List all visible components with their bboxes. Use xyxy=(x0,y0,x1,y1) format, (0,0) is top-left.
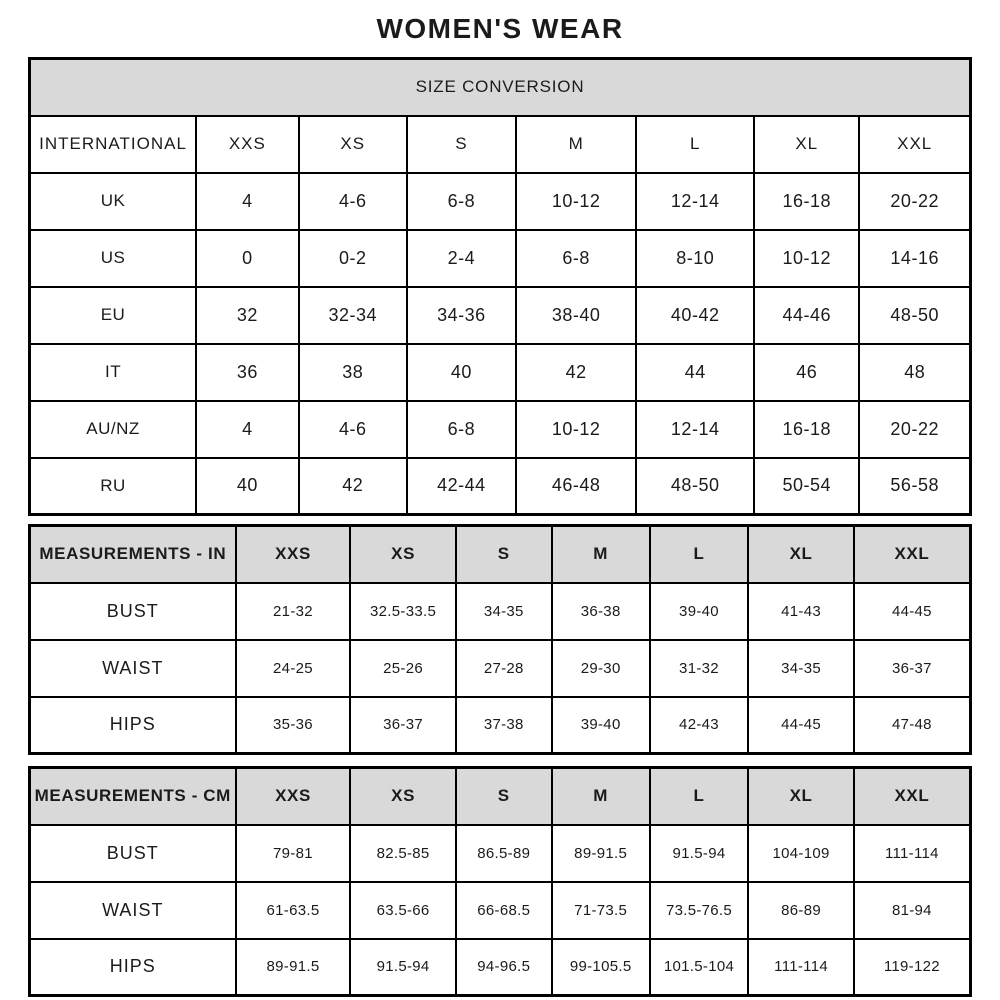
table-cell: 42 xyxy=(516,344,636,401)
size-conversion-table xyxy=(28,57,972,516)
table-cell: 16-18 xyxy=(754,173,859,230)
size-header-cell: XL xyxy=(748,526,853,583)
table-cell: 39-40 xyxy=(552,697,650,754)
size-header-cell: XXS xyxy=(196,116,299,173)
table-cell: 29-30 xyxy=(552,640,650,697)
table-cell: 6-8 xyxy=(407,401,516,458)
table-cell: 47-48 xyxy=(854,697,971,754)
table-row-ru xyxy=(30,458,971,515)
table-cell: 40-42 xyxy=(636,287,754,344)
size-conversion-header-row xyxy=(30,116,971,173)
size-header-cell: S xyxy=(407,116,516,173)
measurements-in-header-row xyxy=(30,526,971,583)
table-cell: 48 xyxy=(859,344,970,401)
table-row-waist-cm xyxy=(30,882,971,939)
table-cell: 21-32 xyxy=(236,583,351,640)
table-cell: 39-40 xyxy=(650,583,749,640)
size-header-cell: XS xyxy=(350,526,455,583)
table-cell: 37-38 xyxy=(456,697,552,754)
table-cell: 35-36 xyxy=(236,697,351,754)
table-cell: 101.5-104 xyxy=(650,939,749,996)
table-cell: 0 xyxy=(196,230,299,287)
table-cell: 36-37 xyxy=(854,640,971,697)
table-cell: 16-18 xyxy=(754,401,859,458)
table-cell: 4 xyxy=(196,401,299,458)
table-cell: 89-91.5 xyxy=(552,825,650,882)
row-label: US xyxy=(30,230,197,287)
table-cell: 48-50 xyxy=(859,287,970,344)
table-cell: 20-22 xyxy=(859,401,970,458)
size-header-cell: XL xyxy=(754,116,859,173)
table-cell: 0-2 xyxy=(299,230,407,287)
table-cell: 8-10 xyxy=(636,230,754,287)
table-cell: 2-4 xyxy=(407,230,516,287)
size-header-cell: XXS xyxy=(236,768,351,825)
table-cell: 71-73.5 xyxy=(552,882,650,939)
row-label: WAIST xyxy=(30,640,236,697)
table-cell: 4 xyxy=(196,173,299,230)
row-label: AU/NZ xyxy=(30,401,197,458)
table-cell: 111-114 xyxy=(854,825,971,882)
measurements-in-title: MEASUREMENTS - IN xyxy=(30,526,236,583)
table-cell: 12-14 xyxy=(636,173,754,230)
table-cell: 63.5-66 xyxy=(350,882,455,939)
table-cell: 50-54 xyxy=(754,458,859,515)
table-cell: 42-44 xyxy=(407,458,516,515)
size-header-cell: XXL xyxy=(859,116,970,173)
table-cell: 56-58 xyxy=(859,458,970,515)
table-row-aunz xyxy=(30,401,971,458)
table-row-waist-in xyxy=(30,640,971,697)
table-cell: 42-43 xyxy=(650,697,749,754)
table-cell: 104-109 xyxy=(748,825,853,882)
size-header-cell: L xyxy=(636,116,754,173)
measurements-cm-title: MEASUREMENTS - CM xyxy=(30,768,236,825)
table-cell: 32 xyxy=(196,287,299,344)
table-cell: 32.5-33.5 xyxy=(350,583,455,640)
table-cell: 46-48 xyxy=(516,458,636,515)
size-header-cell: M xyxy=(552,768,650,825)
size-header-cell: XXL xyxy=(854,768,971,825)
size-conversion-title: SIZE CONVERSION xyxy=(30,59,971,116)
row-label: UK xyxy=(30,173,197,230)
table-row-us xyxy=(30,230,971,287)
table-cell: 66-68.5 xyxy=(456,882,552,939)
table-row-uk xyxy=(30,173,971,230)
table-cell: 91.5-94 xyxy=(650,825,749,882)
table-cell: 42 xyxy=(299,458,407,515)
size-header-cell: S xyxy=(456,768,552,825)
size-header-cell: XL xyxy=(748,768,853,825)
table-cell: 40 xyxy=(196,458,299,515)
international-label: INTERNATIONAL xyxy=(30,116,197,173)
table-cell: 34-35 xyxy=(456,583,552,640)
table-cell: 73.5-76.5 xyxy=(650,882,749,939)
row-label: WAIST xyxy=(30,882,236,939)
row-label: HIPS xyxy=(30,697,236,754)
table-cell: 86.5-89 xyxy=(456,825,552,882)
table-cell: 86-89 xyxy=(748,882,853,939)
table-cell: 10-12 xyxy=(516,173,636,230)
table-cell: 40 xyxy=(407,344,516,401)
table-cell: 32-34 xyxy=(299,287,407,344)
table-cell: 41-43 xyxy=(748,583,853,640)
measurements-in-table xyxy=(28,524,972,755)
table-cell: 10-12 xyxy=(516,401,636,458)
size-header-cell: XS xyxy=(350,768,455,825)
size-header-cell: XXS xyxy=(236,526,351,583)
table-cell: 89-91.5 xyxy=(236,939,351,996)
size-header-cell: L xyxy=(650,768,749,825)
size-conversion-caption-row xyxy=(30,59,971,116)
table-cell: 10-12 xyxy=(754,230,859,287)
table-cell: 36-37 xyxy=(350,697,455,754)
table-cell: 111-114 xyxy=(748,939,853,996)
row-label: BUST xyxy=(30,583,236,640)
table-row-bust-in xyxy=(30,583,971,640)
table-row-hips-cm xyxy=(30,939,971,996)
size-header-cell: XS xyxy=(299,116,407,173)
table-cell: 94-96.5 xyxy=(456,939,552,996)
table-cell: 44-46 xyxy=(754,287,859,344)
table-cell: 38-40 xyxy=(516,287,636,344)
table-cell: 44-45 xyxy=(748,697,853,754)
page-title: WOMEN'S WEAR xyxy=(376,13,624,44)
size-header-cell: M xyxy=(552,526,650,583)
table-cell: 4-6 xyxy=(299,173,407,230)
size-header-cell: M xyxy=(516,116,636,173)
measurements-cm-header-row xyxy=(30,768,971,825)
table-cell: 27-28 xyxy=(456,640,552,697)
table-cell: 44 xyxy=(636,344,754,401)
table-row-eu xyxy=(30,287,971,344)
table-cell: 119-122 xyxy=(854,939,971,996)
row-label: IT xyxy=(30,344,197,401)
table-row-it xyxy=(30,344,971,401)
table-cell: 79-81 xyxy=(236,825,351,882)
table-cell: 46 xyxy=(754,344,859,401)
table-cell: 14-16 xyxy=(859,230,970,287)
table-cell: 82.5-85 xyxy=(350,825,455,882)
table-cell: 31-32 xyxy=(650,640,749,697)
table-cell: 24-25 xyxy=(236,640,351,697)
table-cell: 4-6 xyxy=(299,401,407,458)
table-cell: 44-45 xyxy=(854,583,971,640)
size-header-cell: S xyxy=(456,526,552,583)
table-cell: 12-14 xyxy=(636,401,754,458)
table-cell: 99-105.5 xyxy=(552,939,650,996)
size-header-cell: XXL xyxy=(854,526,971,583)
row-label: HIPS xyxy=(30,939,236,996)
measurements-cm-table xyxy=(28,766,972,997)
table-cell: 38 xyxy=(299,344,407,401)
table-cell: 20-22 xyxy=(859,173,970,230)
table-cell: 25-26 xyxy=(350,640,455,697)
table-row-hips-in xyxy=(30,697,971,754)
table-cell: 34-35 xyxy=(748,640,853,697)
table-cell: 61-63.5 xyxy=(236,882,351,939)
row-label: BUST xyxy=(30,825,236,882)
table-cell: 48-50 xyxy=(636,458,754,515)
table-cell: 34-36 xyxy=(407,287,516,344)
table-cell: 91.5-94 xyxy=(350,939,455,996)
table-cell: 6-8 xyxy=(407,173,516,230)
row-label: RU xyxy=(30,458,197,515)
table-cell: 6-8 xyxy=(516,230,636,287)
table-cell: 36 xyxy=(196,344,299,401)
row-label: EU xyxy=(30,287,197,344)
table-cell: 36-38 xyxy=(552,583,650,640)
table-cell: 81-94 xyxy=(854,882,971,939)
size-header-cell: L xyxy=(650,526,749,583)
table-row-bust-cm xyxy=(30,825,971,882)
